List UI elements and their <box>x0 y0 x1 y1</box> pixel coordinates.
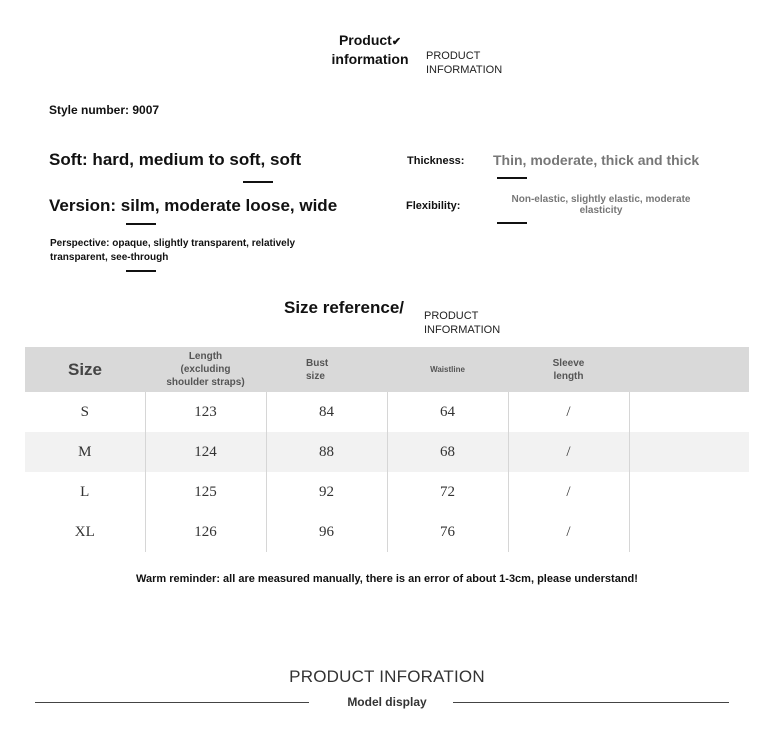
flexibility-values <box>497 194 705 216</box>
cell-length: 124 <box>145 432 266 472</box>
cell-sleeve: / <box>508 432 629 472</box>
cell-empty <box>629 512 749 552</box>
header-sleeve-line1: Sleeve <box>552 357 585 369</box>
size-reference-heading: Size reference/ <box>284 298 405 317</box>
header-length-line3: shoulder straps) <box>166 377 245 388</box>
header-bust-line2: size <box>306 370 325 382</box>
cell-empty <box>629 432 749 472</box>
cell-bust: 88 <box>266 432 387 472</box>
cell-sleeve: / <box>508 392 629 432</box>
header-caps-line2: INFORMATION <box>426 64 503 76</box>
footer-divider-right <box>453 702 729 703</box>
header-length-line1: Length <box>188 351 223 362</box>
cell-waist: 68 <box>387 432 508 472</box>
cell-empty <box>629 392 749 432</box>
perspective-attribute <box>50 237 295 265</box>
flexibility-line2: elasticity <box>579 205 623 216</box>
header-caps <box>426 49 502 77</box>
warm-reminder: Warm reminder: all are measured manually, there is an error of about 1-3cm, please understand! <box>136 573 638 585</box>
header-length-line2: (excluding <box>180 364 231 375</box>
header-sleeve-line2: length <box>553 370 584 382</box>
version-attribute: Version: silm, moderate loose, wide <box>49 196 338 215</box>
table-row <box>25 512 749 552</box>
cell-waist: 64 <box>387 392 508 432</box>
cell-length: 123 <box>145 392 266 432</box>
header-empty <box>629 347 749 392</box>
cell-bust: 84 <box>266 392 387 432</box>
header-sleeve <box>508 347 629 392</box>
title-line2: information <box>331 51 409 67</box>
cell-waist: 76 <box>387 512 508 552</box>
flexibility-selected-underline <box>497 222 527 224</box>
perspective-line1: Perspective: opaque, slightly transparent, relatively <box>50 238 296 249</box>
perspective-line2: transparent, see-through <box>50 252 169 263</box>
soft-selected-underline <box>243 181 273 183</box>
header-size: Size <box>25 347 145 392</box>
thickness-selected-underline <box>497 177 527 179</box>
size-table <box>25 347 749 552</box>
footer-subtitle: Model display <box>347 695 427 709</box>
cell-size: XL <box>25 512 145 552</box>
table-header-row <box>25 347 749 392</box>
flexibility-label: Flexibility: <box>406 200 461 212</box>
cell-bust: 96 <box>266 512 387 552</box>
style-number: Style number: 9007 <box>49 103 160 117</box>
header-waistline: Waistline <box>387 347 508 392</box>
perspective-selected-underline <box>126 270 156 272</box>
size-reference-caps-line1: PRODUCT <box>424 310 479 322</box>
thickness-label: Thickness: <box>407 155 465 167</box>
size-reference-caps-line2: INFORMATION <box>424 324 501 336</box>
cell-sleeve: / <box>508 472 629 512</box>
cell-size: M <box>25 432 145 472</box>
cell-waist: 72 <box>387 472 508 512</box>
header-caps-line1: PRODUCT <box>426 50 481 62</box>
cell-length: 125 <box>145 472 266 512</box>
size-reference-caps <box>424 309 500 337</box>
check-icon: ✔ <box>391 36 402 48</box>
cell-size: S <box>25 392 145 432</box>
footer-title: PRODUCT INFORATION <box>289 667 485 686</box>
flexibility-line1: Non-elastic, slightly elastic, moderate <box>511 194 691 205</box>
cell-size: L <box>25 472 145 512</box>
header-bust-line1: Bust <box>306 357 329 369</box>
cell-bust: 92 <box>266 472 387 512</box>
soft-attribute: Soft: hard, medium to soft, soft <box>49 150 302 169</box>
page-title <box>318 32 422 68</box>
table-row <box>25 392 749 432</box>
table-row <box>25 472 749 512</box>
table-row <box>25 432 749 472</box>
cell-sleeve: / <box>508 512 629 552</box>
thickness-values: Thin, moderate, thick and thick <box>493 152 700 168</box>
version-selected-underline <box>126 223 156 225</box>
cell-empty <box>629 472 749 512</box>
title-line1: Product <box>338 32 392 48</box>
header-bust <box>266 347 387 392</box>
header-length <box>145 347 266 392</box>
cell-length: 126 <box>145 512 266 552</box>
